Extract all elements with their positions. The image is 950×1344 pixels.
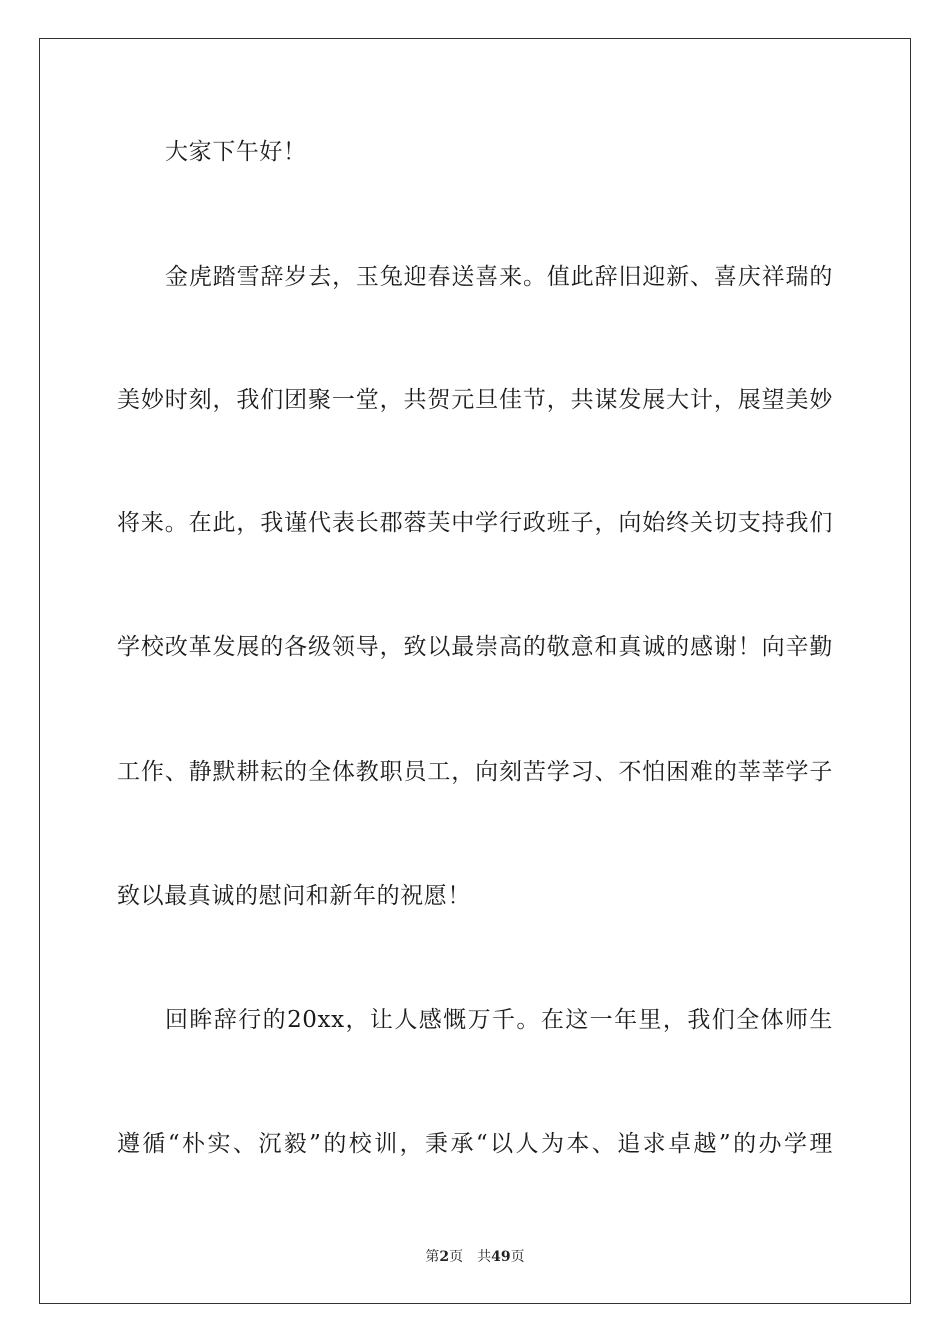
page-prefix: 第: [425, 1249, 440, 1265]
page-border: [39, 38, 911, 1304]
greeting-line: 大家下午好！: [165, 139, 307, 165]
paragraph-2-line-1: 金虎踏雪辞岁去，玉兔迎春送喜来。值此辞旧迎新、喜庆祥瑞的: [165, 264, 833, 290]
paragraph-2-line-4: 学校改革发展的各级领导，致以最崇高的敬意和真诚的感谢！向辛勤: [117, 634, 833, 660]
paragraph-3-line-1: 回眸辞行的20xx，让人感慨万千。在这一年里，我们全体师生: [165, 1007, 833, 1033]
paragraph-3-line-2: 遵循“朴实、沉毅”的校训，秉承“以人为本、追求卓越”的办学理: [117, 1131, 833, 1157]
page-footer: [0, 1248, 950, 1266]
total-pages-number: 49: [491, 1249, 511, 1265]
paragraph-2-line-6: 致以最真诚的慰问和新年的祝愿！: [117, 883, 471, 909]
current-page-number: 2: [439, 1249, 450, 1265]
total-suffix: 页: [510, 1249, 525, 1265]
paragraph-2-line-3: 将来。在此，我谨代表长郡蓉芙中学行政班子，向始终关切支持我们: [117, 510, 833, 536]
paragraph-2-line-2: 美妙时刻，我们团聚一堂，共贺元旦佳节，共谋发展大计，展望美妙: [117, 387, 833, 413]
total-prefix: 共: [477, 1249, 492, 1265]
page-suffix: 页: [449, 1249, 464, 1265]
paragraph-2-line-5: 工作、静默耕耘的全体教职员工，向刻苦学习、不怕困难的莘莘学子: [117, 759, 833, 785]
